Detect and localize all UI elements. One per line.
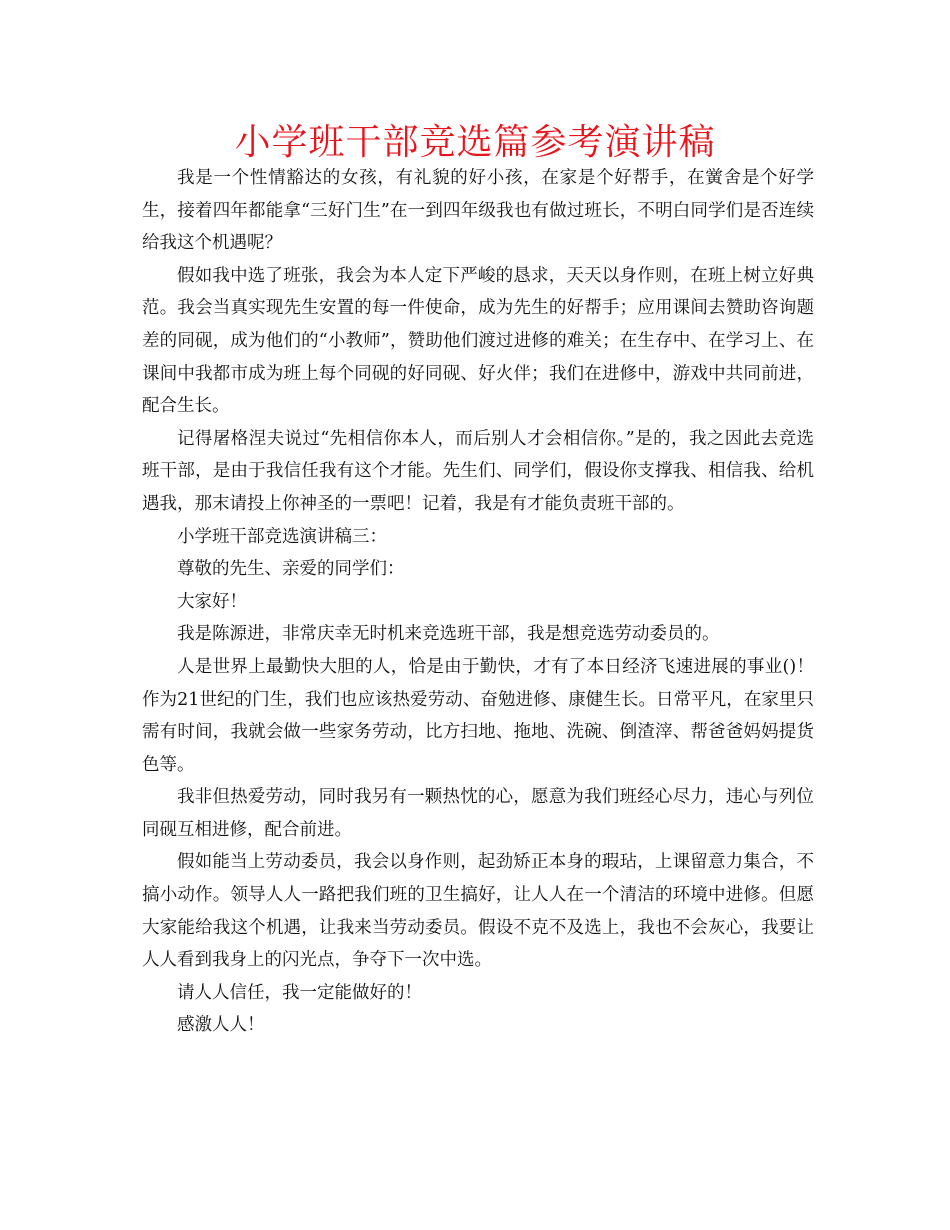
salutation: 尊敬的先生、亲爱的同学们：	[177, 559, 405, 580]
paragraph: 我是陈源进，非常庆幸无时机来竞选班干部，我是想竞选劳动委员的。	[177, 624, 720, 645]
section-heading: 小学班干部竞选演讲稿三：	[177, 526, 387, 547]
paragraph: 记得屠格涅夫说过“先相信你本人，而后别人才会相信你。”是的，我之因此去竞选班干部，是由于我信任我有这个才能。先生们、同学们，假设你支撑我、相信我、给机遇我，那末请投上你神圣的一票吧！记着，我是有才能负责班干部的。	[142, 428, 814, 514]
paragraph: 假如我中选了班张，我会为本人定下严峻的恳求，天天以身作则，在班上树立好典范。我会当真实现先生安置的每一件使命，成为先生的好帮手；应用课间去赞助咨询题差的同砚，成为他们的“小教师”，赞助他们渡过进修的难关；在生存中、在学习上、在课间中我都市成为班上每个同砚的好同砚、好火伴；我们在进修中，游戏中共同前进，配合生长。	[142, 265, 814, 417]
closing: 感激人人！	[177, 1015, 265, 1036]
paragraph: 人是世界上最勤快大胆的人，恰是由于勤快，才有了本日经济飞速进展的事业()！作为21世纪的门生，我们也应该热爱劳动、奋勉进修、康健生长。日常平凡，在家里只需有时间，我就会做一些家务劳动，比方扫地、拖地、洗碗、倒渣滓、帮爸爸妈妈提货色等。	[142, 656, 814, 775]
greeting: 大家好！	[177, 591, 247, 612]
page-title: 小学班干部竞选篇参考演讲稿	[234, 122, 716, 163]
paragraph: 我非但热爱劳动，同时我另有一颗热忱的心，愿意为我们班经心尽力，违心与列位同砚互相进修，配合前进。	[142, 787, 814, 840]
paragraph: 我是一个性情豁达的女孩，有礼貌的好小孩，在家是个好帮手，在黉舍是个好学生，接着四年都能拿“三好门生”在一到四年级我也有做过班长，不明白同学们是否连续给我这个机遇呢？	[142, 168, 814, 254]
document-body	[142, 162, 814, 1042]
paragraph: 请人人信任，我一定能做好的！	[177, 982, 422, 1003]
paragraph: 假如能当上劳动委员，我会以身作则，起劲矫正本身的瑕玷，上课留意力集合，不搞小动作。领导人人一路把我们班的卫生搞好，让人人在一个清洁的环境中进修。但愿大家能给我这个机遇，让我来当劳动委员。假设不克不及选上，我也不会灰心，我要让人人看到我身上的闪光点，争夺下一次中选。	[142, 852, 814, 971]
